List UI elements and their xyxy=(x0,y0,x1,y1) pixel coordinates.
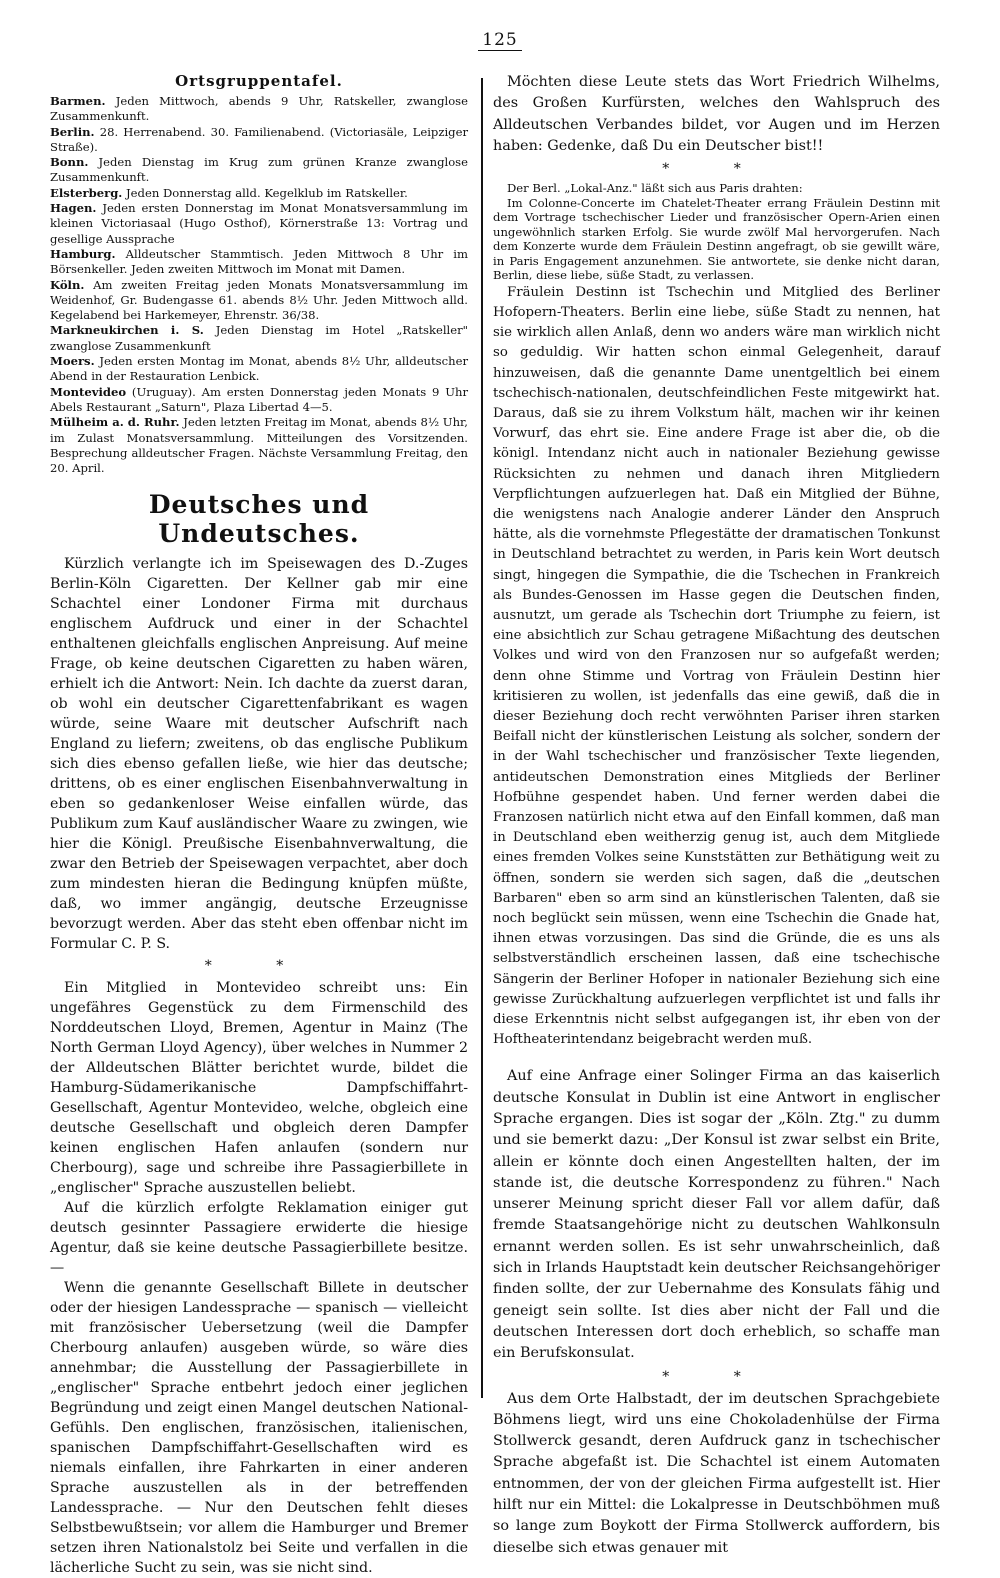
ortsgruppe-text: Jeden Dienstag im Krug zum grünen Kranze zwanglose Zusammenkunft. xyxy=(50,155,468,185)
ortsgruppe-name: Mülheim a. d. Ruhr. xyxy=(50,415,180,430)
ortsgruppe-entry xyxy=(50,155,468,186)
right-paragraph-3: Auf eine Anfrage einer Solinger Firma an das kaiserlich deutsche Konsulat in Dublin ist eine Antwort in englischer Sprache ergangen. Dies ist sogar der „Köln. Ztg." zu dumm und sie bemerkt dazu: „Der Konsul ist zwar selbst ein Brite, allein er könnte doch einen Angestellten halten, der im stande ist, die deutsche Korrespondenz zu führen." Nach unserer Meinung spricht dieser Fall vor allem dafür, daß fremde Staatsangehörige nicht zu deutschen Wahlkonsuln ernannt werden sollen. Es ist sehr unwahrscheinlich, daß sich in Irlands Hauptstadt kein deutscher Reichsangehöriger finden sollte, der zur Uebernahme des Konsulats fähig und geneigt sein sollte. Ist dies aber nicht der Fall und die deutschen Interessen dort doch erheblich, so schaffe man ein Berufskonsulat. xyxy=(493,1068,940,1362)
ortsgruppen-list xyxy=(50,94,468,476)
ortsgruppe-text: Jeden Dienstag im Hotel „Ratskeller" zwanglose Zusammenkunft xyxy=(50,323,468,353)
article-paragraph-1: Kürzlich verlangte ich im Speisewagen des D.-Zuges Berlin-Köln Cigaretten. Der Kellner gab mir eine Schachtel einer Londoner Firma mit durchaus englischem Aufdruck und einer in der Schachtel enthaltenen gleichfalls englischen Anpreisung. Auf meine Frage, ob keine deutschen Cigaretten zu haben wären, erhielt ich die Antwort: Nein. Ich dachte da zuerst daran, ob wohl ein deutscher Cigarettenfabrikant es wagen würde, seine Waare mit deutscher Aufschrift nach England zu liefern; zweitens, ob das englische Publikum sich dies ebenso gefallen ließe, wie hier das deutsche; drittens, ob es einer englischen Eisenbahnverwaltung in eben so gedankenloser Weise einfallen würde, das Publikum zum Kauf ausländischer Waare zu zwingen, wie hier die Königl. Preußische Eisenbahnverwaltung, die zwar den Betrieb der Speisewagen verpachtet, aber doch zum mindesten hieran die Bedingung knüpfen müßte, daß, wo immer angängig, deutsche Erzeugnisse bevorzugt werden. Aber das steht eben offenbar nicht im Formular C. P. S. xyxy=(50,556,468,953)
ortsgruppe-entry xyxy=(50,201,468,247)
right-column xyxy=(493,72,940,1559)
ortsgruppen-title: Ortsgruppentafel. xyxy=(175,72,343,90)
ortsgruppe-name: Bonn. xyxy=(50,155,89,170)
column-divider xyxy=(481,78,483,1398)
article-title: Deutsches und Undeutsches. xyxy=(148,490,370,549)
ortsgruppe-name: Köln. xyxy=(50,277,85,292)
ortsgruppe-text: Jeden ersten Montag im Monat, abends 8½ Uhr, alldeutscher Abend in der Restauration Lenbick. xyxy=(50,354,468,384)
ortsgruppe-name: Hagen. xyxy=(50,201,97,216)
ortsgruppe-entry xyxy=(50,247,468,278)
ortsgruppe-name: Elsterberg. xyxy=(50,185,123,200)
ortsgruppe-entry xyxy=(50,186,468,201)
ortsgruppe-entry xyxy=(50,415,468,476)
article-paragraph-2: Ein Mitglied in Montevideo schreibt uns: Ein ungefähres Gegenstück zu dem Firmenschild des Norddeutschen Lloyd, Bremen, Agentur in Mainz (The North German Lloyd Agency), über welches in Nummer 2 der Alldeutschen Blätter berichtet wurde, bildet die Hamburg-Südamerikanische Dampfschiffahrt-Gesellschaft, Agentur Montevideo, welche, obgleich eine deutsche Gesellschaft und obgleich deren Dampfer keinen englischen Hafen anlaufen (sondern nur Cherbourg), sage und schreibe ihre Passagierbillete in „englischer" Sprache auszustellen beliebt. xyxy=(50,980,468,1197)
right-paragraph-4: Aus dem Orte Halbstadt, der im deutschen Sprachgebiete Böhmens liegt, wird uns eine Chokoladenhülse der Firma Stollwerck gesandt, deren Aufdruck ganz in tschechischer Sprache abgefaßt ist. Die Schachtel ist einem Automaten entnommen, der von der gleichen Firma aufgestellt ist. Hier hilft nur ein Mittel: die Lokalpresse in Deutschböhmen muß so lange zum Boykott der Firma Stollwerck auffordern, bis dieselbe sich etwas genauer mit xyxy=(493,1390,940,1556)
ortsgruppe-name: Markneukirchen i. S. xyxy=(50,323,204,338)
right-paragraph-2: Fräulein Destinn ist Tschechin und Mitglied des Berliner Hofopern-Theaters. Berlin eine liebe, süße Stadt zu nennen, hat sie wirklich allen Anlaß, denn wo anders wäre man wirklich nicht so geduldig. Wir hatten schon einmal Gelegenheit, darauf hinzuweisen, daß die genannte Dame unentgeltlich bei einem tschechisch-nationalen, deutschfeindlichen Feste mitgewirkt hat. Daraus, daß sie zu ihrem Volkstum hält, machen wir ihr keinen Vorwurf, das ehrt sie. Eine andere Frage ist aber die, ob die königl. Intendanz nicht auch in nationaler Beziehung gewisse Rücksichten zu nehmen und danach ihren Mitgliedern Verpflichtungen aufzuerlegen hat. Daß ein Mitglied der Bühne, die wenigstens nach Analogie anderer Länder den Anspruch hätte, als die vornehmste Pflegestätte der dramatischen Tonkunst in Deutschland betrachtet zu werden, in Paris kein Wort deutsch singt, hingegen die Sympathie, die die Tschechen in Frankreich als Bundes-Genossen im Hasse gegen die Deutschen finden, ausnutzt, um gerade als Tschechin dort Triumphe zu feiern, ist eine absichtlich zur Schau getragene Mißachtung des deutschen Volkes und wird von den Franzosen nur so aufgefaßt werden; denn ohne Stimme und Vortrag von Fräulein Destinn hier kritisieren zu wollen, ist jedenfalls das eine gewiß, daß die in dieser Beziehung doch recht verwöhnten Pariser ihren starken Beifall nicht der künstlerischen Leistung als solcher, sondern der in der Wahl tschechischer und französischer Texte liegenden, antideutschen Demonstration eines Mitglieds der Berliner Hofbühne gespendet haben. Und ferner werden dabei die Franzosen natürlich nicht etwa auf den Einfall kommen, daß man in Deutschland eben weitherzig genug ist, auch dem Mitgliede eines fremden Volkes seine Kunststätten zur Bethätigung weit zu öffnen, sondern sie werden sich sagen, daß die „deutschen Barbaren" eben so arm sind an künstlerischen Talenten, daß sie noch beglückt sein müssen, wenn eine Tschechin die Gnade hat, ihnen etwas vorzusingen. Das sind die Gründe, die es uns als selbstverständlich erscheinen lassen, daß eine tschechische Sängerin der Berliner Hofoper in nationaler Beziehung sich eine gewisse Zurückhaltung aufzuerlegen verpflichtet ist und falls ihr diese Erkenntnis nicht selbst aufgegangen ist, ihr eben von der Hoftheaterintendanz beigebracht werden muß. xyxy=(493,284,940,1048)
left-column xyxy=(50,72,468,1578)
separator-stars: * * xyxy=(662,1368,771,1385)
ortsgruppe-text: Alldeutscher Stammtisch. Jeden Mittwoch 8 Uhr im Börsenkeller. Jeden zweiten Mittwoch im Monat mit Damen. xyxy=(50,246,468,277)
article-paragraph-3: Auf die kürzlich erfolgte Reklamation einiger gut deutsch gesinnter Passagiere erwiderte die hiesige Agentur, daß sie keine deutsche Passagierbillete besitze. — xyxy=(50,1200,468,1277)
ortsgruppe-entry xyxy=(50,385,468,416)
ortsgruppe-entry xyxy=(50,323,468,354)
separator-stars: * * xyxy=(204,958,314,975)
ortsgruppe-entry xyxy=(50,125,468,156)
page-number: 125 xyxy=(0,30,1000,51)
ortsgruppe-text: Jeden Mittwoch, abends 9 Uhr, Ratskeller, zwanglose Zusammenkunft. xyxy=(50,94,468,124)
quote-text: Im Colonne-Concerte im Chatelet-Theater errang Fräulein Destinn mit dem Vortrage tschechischer Lieder und französischer Opern-Arien einen ungewöhnlich starken Erfolg. Sie wurde zwölf Mal hervorgerufen. Nach dem Konzerte wurde dem Fräulein Destinn angefragt, ob sie gewillt wäre, in Paris Engagement anzunehmen. Sie antwortete, sie denke nicht daran, Berlin, diese liebe, süße Stadt, zu verlassen. xyxy=(493,195,940,283)
ortsgruppe-entry xyxy=(50,354,468,385)
separator-stars: * * xyxy=(662,161,771,178)
ortsgruppe-entry xyxy=(50,278,468,324)
right-paragraph-1: Möchten diese Leute stets das Wort Friedrich Wilhelms, des Großen Kurfürsten, welches den Wahlspruch des Alldeutschen Verbandes bildet, vor Augen und im Herzen haben: Gedenke, daß Du ein Deutscher bist!! xyxy=(493,74,940,154)
ortsgruppe-text: Am zweiten Freitag jeden Monats Monatsversammlung im Weidenhof, Gr. Budengasse 61. abends 8½ Uhr. Jeden Mittwoch alld. Kegelabend bei Harkemeyer, Ehrenstr. 36/38. xyxy=(50,277,468,323)
ortsgruppe-name: Moers. xyxy=(50,354,95,369)
ortsgruppe-text: (Uruguay). Am ersten Donnerstag jeden Monats 9 Uhr Abels Restaurant „Saturn", Plaza Libertad 4—5. xyxy=(50,384,468,414)
article-paragraph-4: Wenn die genannte Gesellschaft Billete in deutscher oder der hiesigen Landessprache — spanisch — vielleicht mit französischer Uebersetzung (weil die Dampfer Cherbourg anlaufen) ausgeben würde, so wäre dies annehmbar; die Ausstellung der Passagierbillete in „englischer" Sprache entbehrt jedoch einer jeglichen Begründung und zeigt einen Mangel deutschen National-Gefühls. Den englischen, französischen, italienischen, spanischen Dampfschiffahrt-Gesellschaften wird es niemals einfallen, ihre Fahrkarten in einer anderen Sprache auszustellen als in der betreffenden Landessprache. — Nur den Deutschen fehlt dieses Selbstbewußtsein; vor allem die Hamburger und Bremer setzen ihren Nationalstolz bei Seite und verfallen in die lächerliche Sucht zu sein, was sie nicht sind. xyxy=(50,1280,468,1577)
ortsgruppe-text: Jeden Donnerstag alld. Kegelklub im Ratskeller. xyxy=(122,185,408,200)
ortsgruppe-text: Jeden letzten Freitag im Monat, abends 8½ Uhr, im Zulast Monatsversammlung. Mitteilungen des Vorsitzenden. Besprechung alldeutscher Fragen. Nächste Versammlung Freitag, den 20. April. xyxy=(50,415,468,476)
ortsgruppe-text: Jeden ersten Donnerstag im Monat Monatsversammlung im kleinen Victoriasaal (Hugo Osthof), Körnerstraße 13: Vortrag und gesellige Aussprache xyxy=(50,201,468,246)
ortsgruppe-name: Montevideo xyxy=(50,384,127,399)
ortsgruppe-name: Barmen. xyxy=(50,94,106,108)
ortsgruppe-name: Hamburg. xyxy=(50,246,116,261)
quote-intro: Der Berl. „Lokal-Anz." läßt sich aus Paris drahten: xyxy=(507,181,803,196)
ortsgruppe-name: Berlin. xyxy=(50,124,95,139)
ortsgruppe-text: 28. Herrenabend. 30. Familienabend. (Victoriasäle, Leipziger Straße). xyxy=(50,124,468,154)
ortsgruppe-entry xyxy=(50,94,468,125)
